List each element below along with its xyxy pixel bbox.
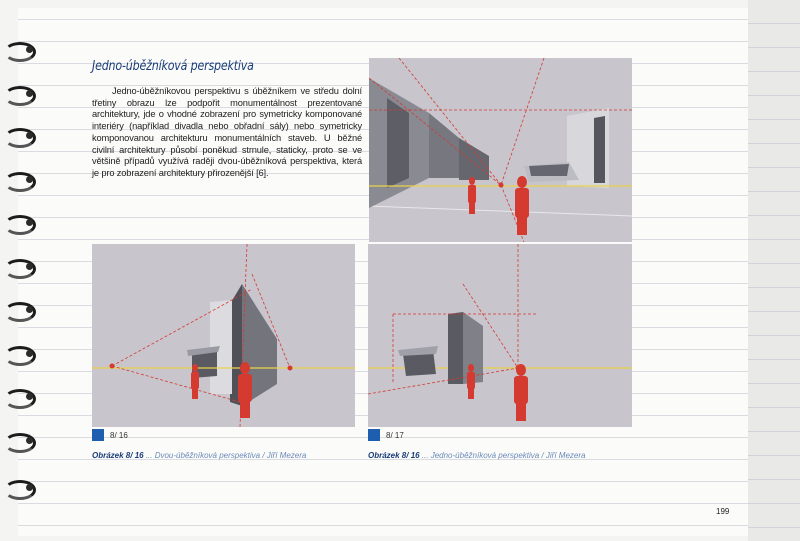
figure-marker-icon [368, 429, 380, 441]
one-point-perspective-illustration [368, 244, 632, 427]
section-heading: Jedno-úběžníková perspektiva [92, 59, 254, 74]
binding-ring [4, 257, 36, 277]
binding-ring [4, 40, 36, 60]
figure-caption-right: Obrázek 8/ 16 ... Jedno-úběžníková perspektiva / Jiří Mezera [368, 451, 586, 460]
figure-number-right: 8/ 17 [368, 429, 404, 441]
binding-ring [4, 431, 36, 451]
perspective-illustration-top [369, 58, 632, 242]
binding-ring [4, 170, 36, 190]
body-paragraph: Jedno-úběžníkovou perspektivu s úběžníkem ve středu dolní třetiny obrazu lze podpořit monumentálnost prezentované architektury, jde o vhodné zobrazení pro symetricky komponované interiéry (například divadla nebo obřadní sály) nebo symetricky komponovanou architekturu monumentálních staveb. U běžné civilní architektury působí poněkud strnule, staticky, proto se ve většině případů využívá raději dvou-úběžníková perspektiva, která je pro zobrazení architektury přirozenější [6]. [92, 86, 362, 178]
figure-caption-left: Obrázek 8/ 16 ... Dvou-úběžníková perspektiva / Jiří Mezera [92, 451, 307, 460]
binding-ring [4, 300, 36, 320]
two-point-perspective-illustration [92, 244, 355, 427]
binding-ring [4, 84, 36, 104]
figure-number-left: 8/ 16 [92, 429, 128, 441]
next-page-edge [748, 0, 800, 541]
binding-ring [4, 387, 36, 407]
page-number: 199 [716, 507, 730, 516]
binding-ring [4, 478, 36, 498]
binding-ring [4, 344, 36, 364]
binding-ring [4, 213, 36, 233]
figure-marker-icon [92, 429, 104, 441]
binding-ring [4, 126, 36, 146]
